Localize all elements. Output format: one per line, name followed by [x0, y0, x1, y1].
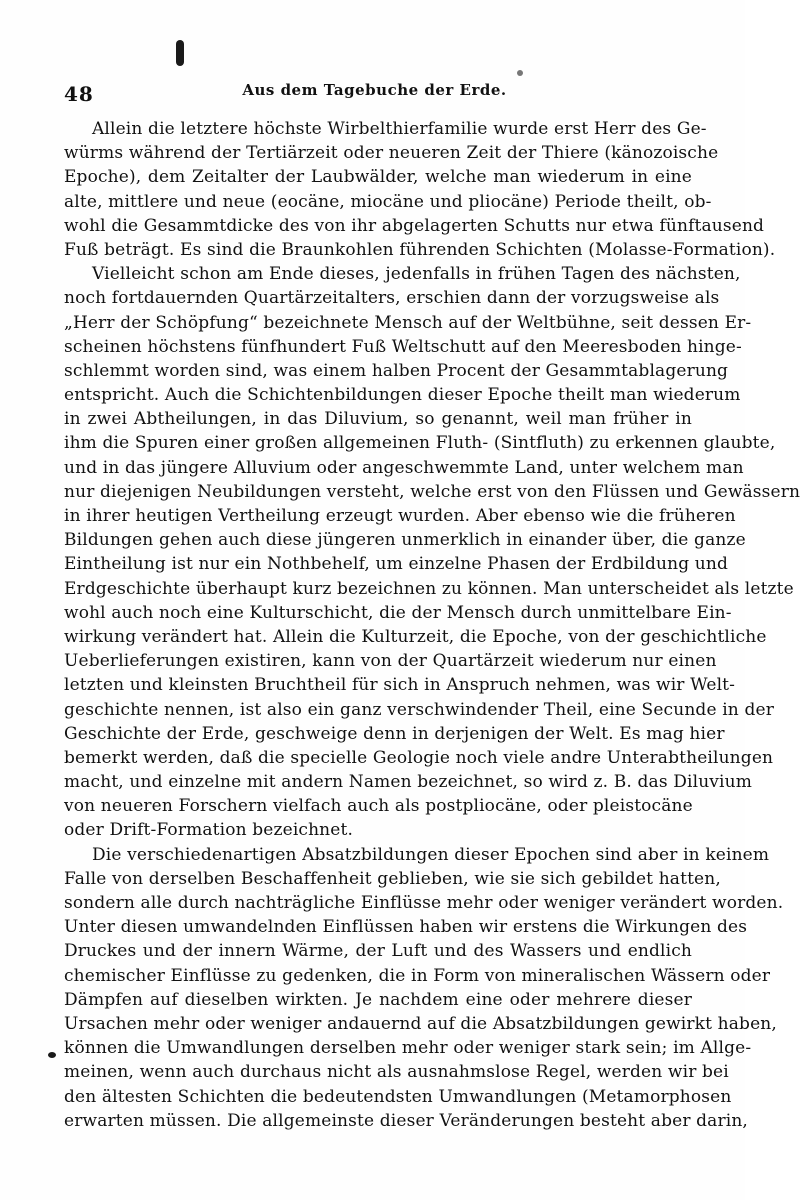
- text-line: Druckes und der innern Wärme, der Luft und des Wassers und endlich: [64, 941, 692, 962]
- text-line: nur diejenigen Neubildungen versteht, welche erst von den Flüssen und Gewässern: [64, 481, 800, 502]
- text-line: „Herr der Schöpfung“ bezeichnete Mensch auf der Weltbühne, seit dessen Er-: [64, 312, 752, 333]
- text-line: den ältesten Schichten die bedeutendsten Umwandlungen (Metamorphosen: [64, 1086, 732, 1107]
- text-line: in zwei Abtheilungen, in das Diluvium, so genannt, weil man früher in: [64, 409, 692, 430]
- text-line: würms während der Tertiärzeit oder neueren Zeit der Thiere (känozoische: [64, 143, 719, 164]
- paragraph: [64, 117, 776, 262]
- text-line: ihm die Spuren einer großen allgemeinen Fluth- (Sintfluth) zu erkennen glaubte,: [64, 433, 776, 454]
- text-line: wirkung verändert hat. Allein die Kulturzeit, die Epoche, von der geschichtliche: [64, 626, 767, 647]
- text-line: Dämpfen auf dieselben wirkten. Je nachdem eine oder mehrere dieser: [64, 989, 692, 1010]
- text-line: macht, und einzelne mit andern Namen bezeichnet, so wird z. B. das Diluvium: [64, 772, 753, 793]
- page-number: 48: [64, 82, 94, 106]
- text-line: von neueren Forschern vielfach auch als postpliocäne, oder pleistocäne: [64, 796, 693, 817]
- text-line: Unter diesen umwandelnden Einflüssen haben wir erstens die Wirkungen des: [64, 917, 748, 938]
- text-line: und in das jüngere Alluvium oder angeschwemmte Land, unter welchem man: [64, 457, 744, 478]
- text-line: in ihrer heutigen Vertheilung erzeugt wurden. Aber ebenso wie die früheren: [64, 506, 736, 526]
- ink-speck-top-right: [517, 70, 523, 76]
- text-line: Erdgeschichte überhaupt kurz bezeichnen zu können. Man unterscheidet als letzte: [64, 578, 794, 599]
- text-line: können die Umwandlungen derselben mehr oder weniger stark sein; im Allge-: [64, 1038, 752, 1059]
- text-line: Geschichte der Erde, geschweige denn in derjenigen der Welt. Es mag hier: [64, 723, 725, 744]
- ink-blot-top: [176, 40, 184, 66]
- text-line: scheinen höchstens fünfhundert Fuß Weltschutt auf den Meeresboden hinge-: [64, 336, 742, 357]
- text-line: Falle von derselben Beschaffenheit geblieben, wie sie sich gebildet hatten,: [64, 868, 721, 889]
- text-line: Die verschiedenartigen Absatzbildungen dieser Epochen sind aber in keinem: [92, 844, 770, 865]
- paragraph: [64, 843, 784, 1133]
- text-line: schlemmt worden sind, was einem halben Procent der Gesammtablagerung: [64, 360, 729, 381]
- text-line: Fuß beträgt. Es sind die Braunkohlen führenden Schichten (Molasse-Formation).: [64, 239, 776, 260]
- text-line: Ueberlieferungen existiren, kann von der Quartärzeit wiederum nur einen: [64, 651, 717, 672]
- text-line: Vielleicht schon am Ende dieses, jedenfalls in frühen Tagen des nächsten,: [92, 264, 741, 285]
- body-text: [64, 117, 800, 1133]
- paragraph: [64, 262, 800, 843]
- ink-speck-left-margin: [48, 1052, 56, 1058]
- text-line: wohl die Gesammtdicke des von ihr abgelagerten Schutts nur etwa fünftausend: [64, 215, 765, 236]
- running-title: Aus dem Tagebuche der Erde.: [242, 81, 507, 99]
- text-line: erwarten müssen. Die allgemeinste dieser Veränderungen besteht aber darin,: [64, 1110, 748, 1131]
- text-line: oder Drift-Formation bezeichnet.: [64, 820, 354, 841]
- text-line: entspricht. Auch die Schichtenbildungen dieser Epoche theilt man wiederum: [64, 385, 741, 406]
- text-line: sondern alle durch nachträgliche Einflüsse mehr oder weniger verändert worden.: [64, 893, 784, 913]
- text-line: wohl auch noch eine Kulturschicht, die der Mensch durch unmittelbare Ein-: [64, 602, 732, 623]
- page-header: [64, 78, 685, 104]
- text-line: noch fortdauernden Quartärzeitalters, erschien dann der vorzugsweise als: [64, 288, 720, 309]
- text-line: Bildungen gehen auch diese jüngeren unmerklich in einander über, die ganze: [64, 530, 746, 551]
- text-line: chemischer Einflüsse zu gedenken, die in Form von mineralischen Wässern oder: [64, 965, 771, 986]
- text-line: geschichte nennen, ist also ein ganz verschwindender Theil, eine Secunde in der: [64, 699, 774, 720]
- text-line: alte, mittlere und neue (eocäne, miocäne und pliocäne) Periode theilt, ob-: [64, 191, 712, 212]
- text-line: Allein die letztere höchste Wirbelthierfamilie wurde erst Herr des Ge-: [92, 119, 707, 139]
- text-line: meinen, wenn auch durchaus nicht als ausnahmslose Regel, werden wir bei: [64, 1062, 729, 1083]
- text-line: Eintheilung ist nur ein Nothbehelf, um einzelne Phasen der Erdbildung und: [64, 554, 729, 575]
- text-line: letzten und kleinsten Bruchtheil für sich in Anspruch nehmen, was wir Welt-: [64, 675, 736, 696]
- text-line: Epoche), dem Zeitalter der Laubwälder, welche man wiederum in eine: [64, 167, 692, 188]
- text-line: bemerkt werden, daß die specielle Geologie noch viele andre Unterabtheilungen: [64, 747, 774, 768]
- text-line: Ursachen mehr oder weniger andauernd auf die Absatzbildungen gewirkt haben,: [64, 1013, 777, 1034]
